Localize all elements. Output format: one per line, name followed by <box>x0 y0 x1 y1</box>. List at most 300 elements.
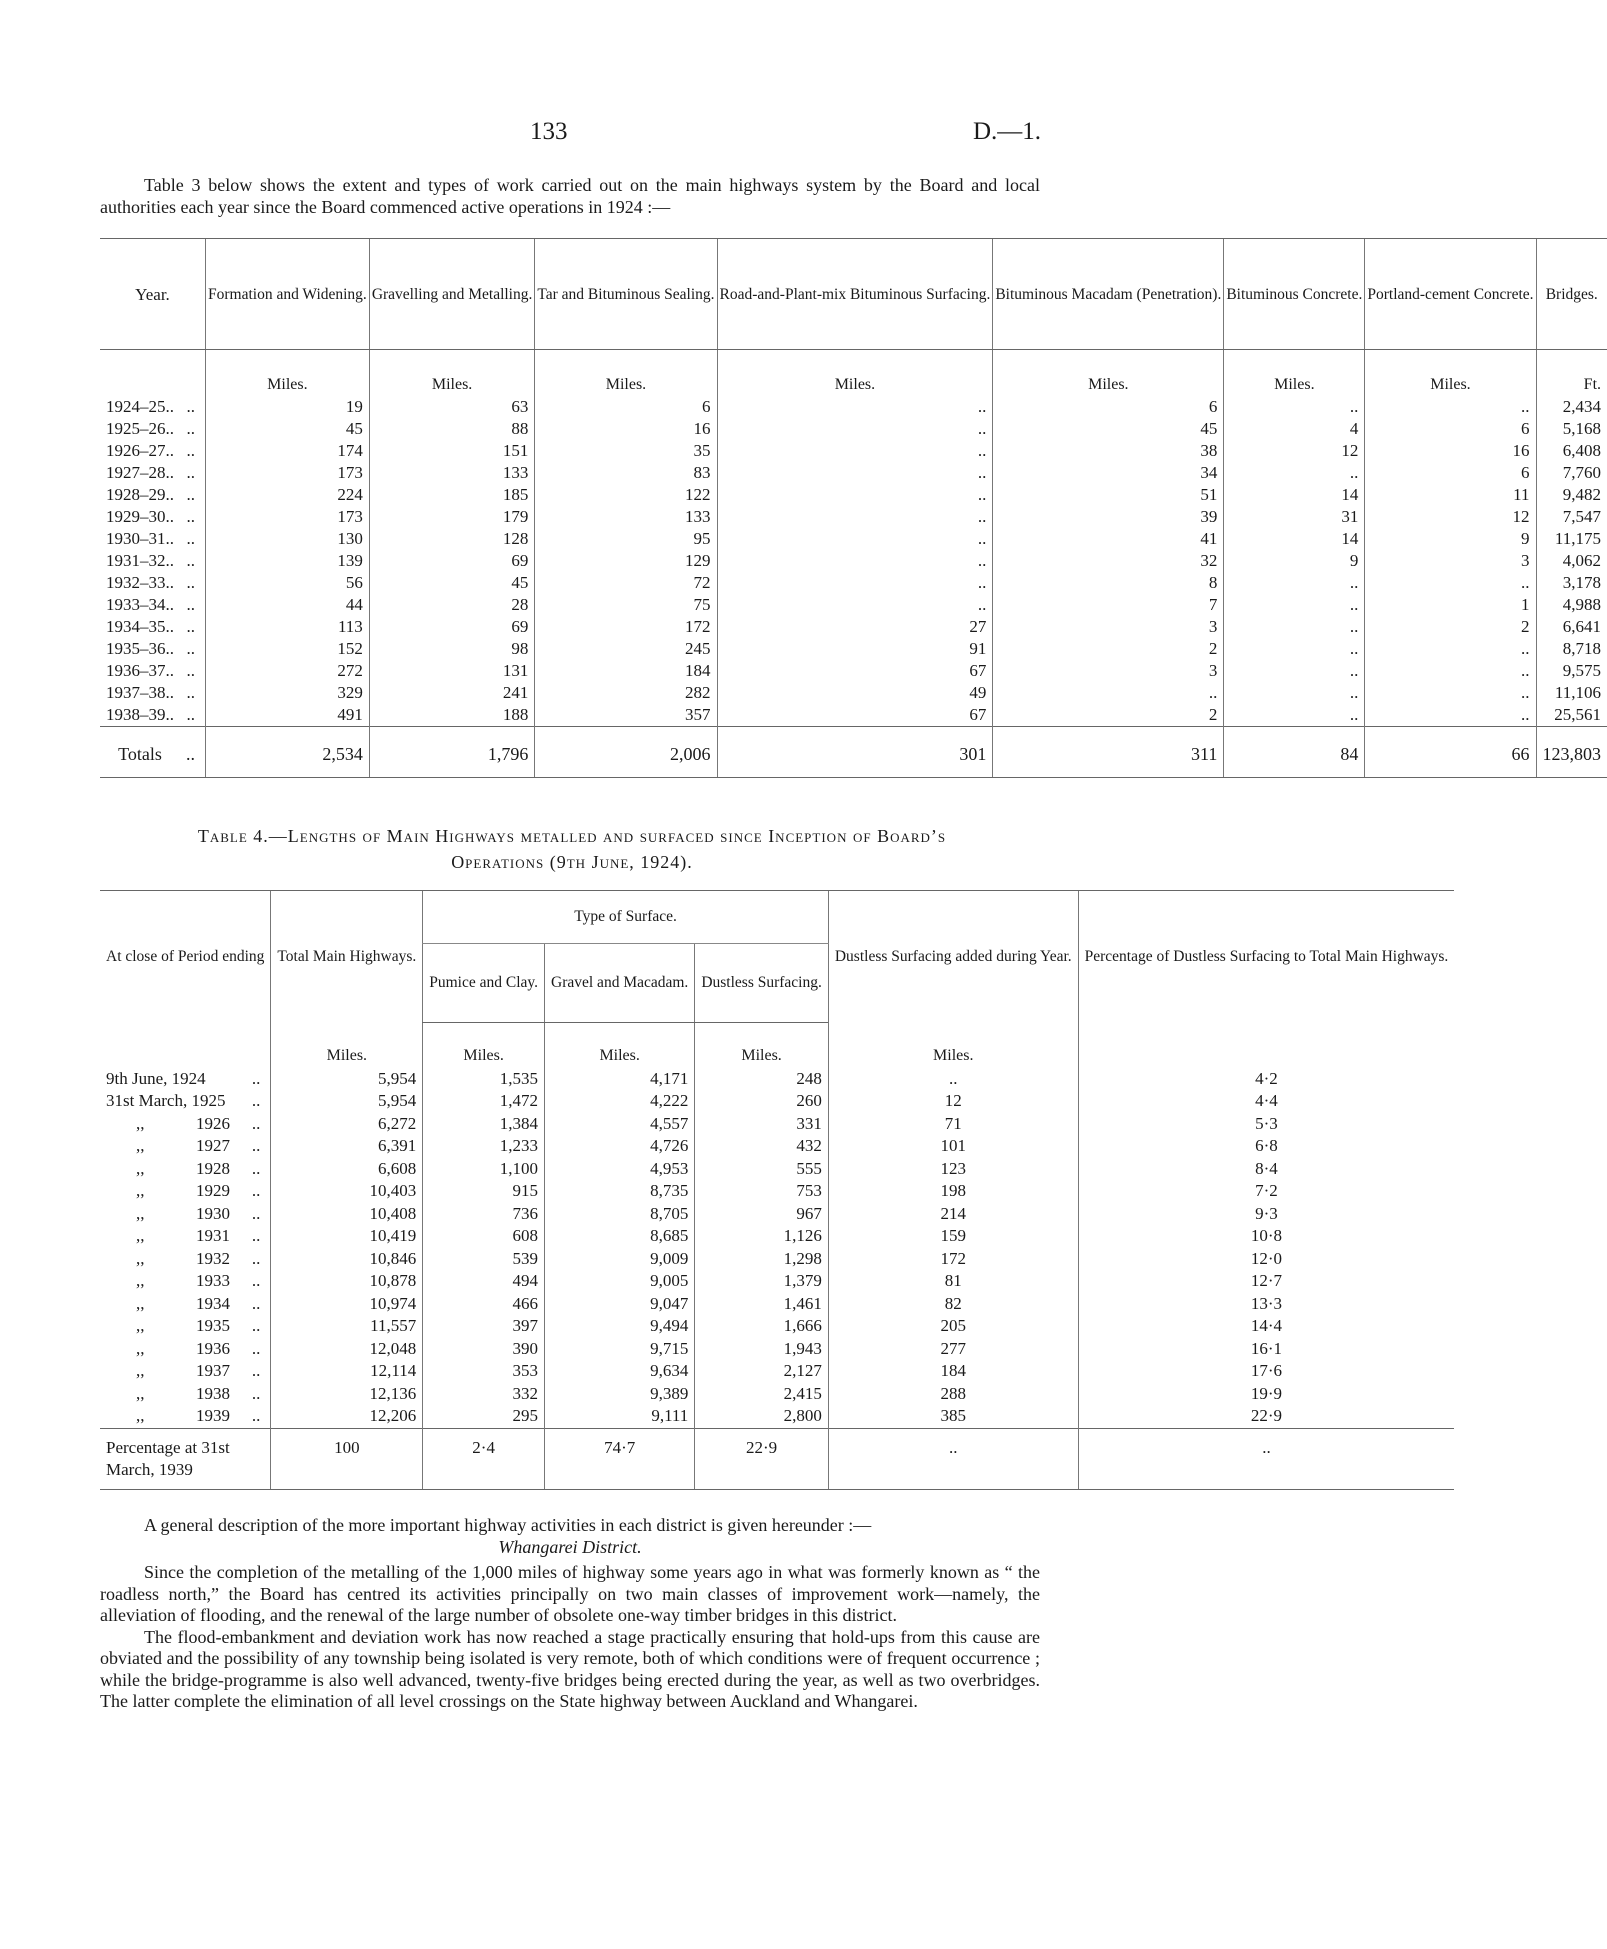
leader-dots: .. <box>251 1226 261 1245</box>
value-cell: 8,735 <box>545 1180 695 1203</box>
table-row <box>100 660 1607 682</box>
value-cell: 4,953 <box>545 1158 695 1181</box>
value-cell: 6,272 <box>271 1113 423 1136</box>
value-cell: 129 <box>535 550 717 572</box>
table-row <box>100 1383 1454 1406</box>
value-cell: .. <box>717 550 993 572</box>
table-row <box>100 528 1607 550</box>
lead-paragraph: A general description of the more important highway activities in each district is given hereunder :— <box>144 1515 872 1535</box>
table-row <box>100 1225 1454 1248</box>
ditto-mark: ,, <box>136 1113 145 1133</box>
value-cell: 19 <box>206 396 370 418</box>
value-cell: 272 <box>206 660 370 682</box>
value-cell: 133 <box>369 462 535 484</box>
table-row <box>100 418 1607 440</box>
value-cell: 39 <box>993 506 1224 528</box>
period-year: 1937 <box>196 1361 230 1380</box>
leader-dots: .. <box>186 551 195 570</box>
value-cell: 5·3 <box>1078 1113 1454 1136</box>
table-4-title-line-1: Table 4.—Lengths of Main Highways metalled and surfaced since Inception of Board’s <box>197 826 947 846</box>
ditto-mark: ,, <box>136 1181 145 1200</box>
totals-row <box>100 1428 1454 1489</box>
leader-dots: .. <box>186 617 195 636</box>
value-cell: 72 <box>535 572 717 594</box>
year-cell: 1925–26.. <box>106 419 174 438</box>
value-cell: .. <box>1224 462 1365 484</box>
unit-label: Miles. <box>206 350 370 397</box>
value-cell: 34 <box>993 462 1224 484</box>
col-header-type-of-surface: Type of Surface. <box>423 891 829 944</box>
value-cell: 7·2 <box>1078 1180 1454 1203</box>
total-cell: 2·4 <box>423 1428 545 1489</box>
unit-label: Ft. <box>1536 350 1607 397</box>
value-cell: 82 <box>828 1293 1078 1316</box>
year-cell: 1933–34.. <box>106 595 174 614</box>
table-row <box>100 594 1607 616</box>
year-cell: 1938–39.. <box>106 705 174 724</box>
period-cell <box>100 1158 245 1181</box>
ditto-mark: ,, <box>136 1248 145 1268</box>
total-cell: 2,534 <box>206 727 370 778</box>
value-cell: 63 <box>369 396 535 418</box>
unit-label: Miles. <box>1224 350 1365 397</box>
value-cell: 6,641 <box>1536 616 1607 638</box>
value-cell: 466 <box>423 1293 545 1316</box>
period-year: 1928 <box>196 1158 230 1178</box>
unit-label: Miles. <box>423 1023 545 1068</box>
period-year: 1930 <box>196 1203 230 1223</box>
value-cell: 16 <box>1365 440 1536 462</box>
value-cell: .. <box>1365 572 1536 594</box>
value-cell: 915 <box>423 1180 545 1203</box>
period-cell <box>100 1225 245 1248</box>
period-year: 1927 <box>196 1136 230 1155</box>
unit-label: Miles. <box>545 1023 695 1068</box>
value-cell: 173 <box>206 506 370 528</box>
value-cell: 2 <box>1365 616 1536 638</box>
value-cell: .. <box>828 1068 1078 1091</box>
col-header-dustless: Dustless Surfacing. <box>695 944 829 1023</box>
value-cell: 12 <box>1224 440 1365 462</box>
value-cell: 12,136 <box>271 1383 423 1406</box>
ditto-mark: ,, <box>136 1203 145 1223</box>
table-row <box>100 704 1607 727</box>
table-row <box>100 550 1607 572</box>
table-row <box>100 1293 1454 1316</box>
value-cell: 12·7 <box>1078 1270 1454 1293</box>
value-cell: 88 <box>369 418 535 440</box>
table-4-title-line-2: Operations (9th June, 1924). <box>451 852 693 872</box>
table-row <box>100 1068 1454 1091</box>
value-cell: 95 <box>535 528 717 550</box>
value-cell: .. <box>1224 704 1365 727</box>
value-cell: 5,954 <box>271 1068 423 1091</box>
table-row <box>100 1090 1454 1113</box>
ditto-mark: ,, <box>136 1406 145 1425</box>
col-header-percentage: Percentage of Dustless Surfacing to Total Main Highways. <box>1078 891 1454 1023</box>
value-cell: 245 <box>535 638 717 660</box>
value-cell: 172 <box>828 1248 1078 1271</box>
value-cell: 159 <box>828 1225 1078 1248</box>
value-cell: 3 <box>993 616 1224 638</box>
value-cell: 4,726 <box>545 1135 695 1158</box>
leader-dots: .. <box>180 727 206 778</box>
leader-dots: .. <box>186 683 195 702</box>
leader-dots: .. <box>186 595 195 614</box>
value-cell: 2 <box>993 704 1224 727</box>
totals-label: Totals <box>100 727 180 778</box>
value-cell: 38 <box>993 440 1224 462</box>
period-year: 1929 <box>196 1181 230 1200</box>
value-cell: 385 <box>828 1405 1078 1428</box>
value-cell: 184 <box>535 660 717 682</box>
period-cell <box>100 1315 245 1338</box>
year-cell: 1937–38.. <box>106 683 174 702</box>
value-cell: .. <box>1224 572 1365 594</box>
district-heading: Whangarei District. <box>498 1536 642 1557</box>
leader-dots: .. <box>186 507 195 526</box>
leader-dots: .. <box>186 639 195 658</box>
year-cell: 1929–30.. <box>106 507 174 526</box>
value-cell: 130 <box>206 528 370 550</box>
value-cell: 1,461 <box>695 1293 829 1316</box>
value-cell: 81 <box>828 1270 1078 1293</box>
unit-label: Miles. <box>535 350 717 397</box>
table-row <box>100 396 1607 418</box>
table-4-units-row <box>100 1023 1454 1068</box>
period-cell: 9th June, 1924 <box>106 1068 206 1088</box>
leader-dots: .. <box>186 705 195 724</box>
period-year: 1936 <box>196 1338 230 1358</box>
value-cell: 101 <box>828 1135 1078 1158</box>
unit-label: Miles. <box>828 1023 1078 1068</box>
period-year: 1931 <box>196 1226 230 1245</box>
leader-dots: .. <box>186 573 195 592</box>
value-cell: 10,408 <box>271 1203 423 1226</box>
value-cell: 1,379 <box>695 1270 829 1293</box>
value-cell: 8,718 <box>1536 638 1607 660</box>
value-cell: 224 <box>206 484 370 506</box>
value-cell: 8,685 <box>545 1225 695 1248</box>
value-cell: 8,705 <box>545 1203 695 1226</box>
period-cell <box>100 1113 245 1136</box>
value-cell: 12 <box>1365 506 1536 528</box>
value-cell: 1,666 <box>695 1315 829 1338</box>
value-cell: 10,403 <box>271 1180 423 1203</box>
ditto-mark: ,, <box>136 1316 145 1335</box>
leader-dots: .. <box>251 1158 261 1178</box>
value-cell: 241 <box>369 682 535 704</box>
value-cell: 6 <box>1365 462 1536 484</box>
value-cell: 6,608 <box>271 1158 423 1181</box>
value-cell: 184 <box>828 1360 1078 1383</box>
value-cell: 174 <box>206 440 370 462</box>
leader-dots: .. <box>186 661 195 680</box>
period-cell <box>100 1360 245 1383</box>
year-cell: 1924–25.. <box>106 397 174 416</box>
year-cell: 1935–36.. <box>106 639 174 658</box>
value-cell: 2,800 <box>695 1405 829 1428</box>
year-cell: 1934–35.. <box>106 617 174 636</box>
leader-dots: .. <box>186 397 195 416</box>
table-row <box>100 506 1607 528</box>
value-cell: 9,482 <box>1536 484 1607 506</box>
value-cell: 41 <box>993 528 1224 550</box>
value-cell: 1,233 <box>423 1135 545 1158</box>
value-cell: 75 <box>535 594 717 616</box>
period-cell <box>100 1135 245 1158</box>
value-cell: 122 <box>535 484 717 506</box>
paragraph-2: The flood-embankment and deviation work has now reached a stage practically ensuring that hold-ups from this cause are obviated and the possibility of any township being isolated is very remote, both of which conditions were of frequent occurrence ; while the bridge-programme is also well advanced, twenty-five bridges being erected during the year, as well as two overbridges. The latter complete the elimination of all level crossings on the State highway between Auckland and Whangarei. <box>100 1626 1040 1711</box>
value-cell: 16·1 <box>1078 1338 1454 1361</box>
value-cell: 4,557 <box>545 1113 695 1136</box>
value-cell: 6·8 <box>1078 1135 1454 1158</box>
year-cell: 1930–31.. <box>106 529 174 548</box>
intro-paragraph <box>100 174 1040 218</box>
leader-dots: .. <box>251 1293 261 1313</box>
value-cell: 9 <box>1365 528 1536 550</box>
table-3 <box>100 238 1607 778</box>
value-cell: 51 <box>993 484 1224 506</box>
totals-label: Percentage at 31st March, 1939 <box>100 1428 271 1489</box>
value-cell: 12·0 <box>1078 1248 1454 1271</box>
period-year: 1934 <box>196 1293 230 1313</box>
value-cell: 4,988 <box>1536 594 1607 616</box>
value-cell: 45 <box>993 418 1224 440</box>
leader-dots: .. <box>251 1068 261 1088</box>
value-cell: 56 <box>206 572 370 594</box>
value-cell: 9,005 <box>545 1270 695 1293</box>
leader-dots: .. <box>251 1361 261 1380</box>
leader-dots: .. <box>251 1383 261 1403</box>
value-cell: 2,127 <box>695 1360 829 1383</box>
table-row <box>100 1315 1454 1338</box>
value-cell: .. <box>717 572 993 594</box>
unit-label: Miles. <box>369 350 535 397</box>
value-cell: 4·4 <box>1078 1090 1454 1113</box>
col-header-bituminous-macadam: Bituminous Macadam (Penetration). <box>993 239 1224 350</box>
value-cell: 9,494 <box>545 1315 695 1338</box>
total-cell: 74·7 <box>545 1428 695 1489</box>
value-cell: 555 <box>695 1158 829 1181</box>
value-cell: .. <box>1365 396 1536 418</box>
value-cell: 357 <box>535 704 717 727</box>
value-cell: 1,472 <box>423 1090 545 1113</box>
value-cell: 432 <box>695 1135 829 1158</box>
year-cell: 1927–28.. <box>106 463 174 482</box>
total-cell: .. <box>828 1428 1078 1489</box>
value-cell: 205 <box>828 1315 1078 1338</box>
period-cell: 31st March, 1925 <box>106 1091 226 1110</box>
value-cell: 11,175 <box>1536 528 1607 550</box>
value-cell: 22·9 <box>1078 1405 1454 1428</box>
period-cell <box>100 1383 245 1406</box>
value-cell: 172 <box>535 616 717 638</box>
value-cell: .. <box>1365 704 1536 727</box>
value-cell: 288 <box>828 1383 1078 1406</box>
value-cell: 260 <box>695 1090 829 1113</box>
value-cell: 67 <box>717 704 993 727</box>
value-cell: 198 <box>828 1180 1078 1203</box>
value-cell: 9,634 <box>545 1360 695 1383</box>
value-cell: 9,047 <box>545 1293 695 1316</box>
page-header <box>0 118 1114 148</box>
value-cell: 494 <box>423 1270 545 1293</box>
value-cell: 9,009 <box>545 1248 695 1271</box>
col-header-period: At close of Period ending <box>100 891 271 1023</box>
value-cell: 1,943 <box>695 1338 829 1361</box>
value-cell: 11 <box>1365 484 1536 506</box>
total-cell: 2,006 <box>535 727 717 778</box>
year-cell: 1932–33.. <box>106 573 174 592</box>
page-reference: D.—1. <box>972 118 1041 145</box>
value-cell: 967 <box>695 1203 829 1226</box>
value-cell: .. <box>1365 682 1536 704</box>
value-cell: 12 <box>828 1090 1078 1113</box>
value-cell: .. <box>1365 660 1536 682</box>
value-cell: 3 <box>1365 550 1536 572</box>
value-cell: 248 <box>695 1068 829 1091</box>
table-row <box>100 638 1607 660</box>
table-row <box>100 1248 1454 1271</box>
value-cell: 98 <box>369 638 535 660</box>
value-cell: 9,389 <box>545 1383 695 1406</box>
value-cell: 9,575 <box>1536 660 1607 682</box>
leader-dots: .. <box>251 1271 261 1290</box>
value-cell: 329 <box>206 682 370 704</box>
leader-dots: .. <box>251 1338 261 1358</box>
col-header-tar-sealing: Tar and Bituminous Sealing. <box>535 239 717 350</box>
value-cell: .. <box>717 594 993 616</box>
value-cell: 83 <box>535 462 717 484</box>
period-year: 1926 <box>196 1113 230 1133</box>
ditto-mark: ,, <box>136 1338 145 1358</box>
value-cell: 10·8 <box>1078 1225 1454 1248</box>
col-header-total-main: Total Main Highways. <box>271 891 423 1023</box>
value-cell: 14·4 <box>1078 1315 1454 1338</box>
leader-dots: .. <box>251 1091 261 1110</box>
totals-row <box>100 727 1607 778</box>
value-cell: .. <box>717 440 993 462</box>
value-cell: 17·6 <box>1078 1360 1454 1383</box>
value-cell: 9,715 <box>545 1338 695 1361</box>
value-cell: 28 <box>369 594 535 616</box>
leader-dots: .. <box>186 485 195 504</box>
table-row <box>100 1135 1454 1158</box>
total-cell: .. <box>1078 1428 1454 1489</box>
period-cell <box>100 1270 245 1293</box>
value-cell: 3 <box>993 660 1224 682</box>
table-row <box>100 484 1607 506</box>
value-cell: 10,419 <box>271 1225 423 1248</box>
period-year: 1935 <box>196 1316 230 1335</box>
leader-dots: .. <box>251 1316 261 1335</box>
value-cell: 4,062 <box>1536 550 1607 572</box>
period-cell <box>100 1405 245 1428</box>
value-cell: 91 <box>717 638 993 660</box>
value-cell: 6,408 <box>1536 440 1607 462</box>
year-cell: 1936–37.. <box>106 661 174 680</box>
ditto-mark: ,, <box>136 1361 145 1380</box>
value-cell: 179 <box>369 506 535 528</box>
value-cell: 16 <box>535 418 717 440</box>
year-cell: 1931–32.. <box>106 551 174 570</box>
value-cell: .. <box>1224 638 1365 660</box>
value-cell: 6 <box>993 396 1224 418</box>
value-cell: 2 <box>993 638 1224 660</box>
leader-dots: .. <box>251 1203 261 1223</box>
paragraph-1: Since the completion of the metalling of the 1,000 miles of highway some years ago in what was formerly known as “ the roadless north,” the Board has centred its activities principally on two main classes of improvement work—namely, the alleviation of flooding, and the renewal of the large number of obsolete one-way timber bridges in this district. <box>100 1562 1040 1625</box>
value-cell: 152 <box>206 638 370 660</box>
col-header-pumice: Pumice and Clay. <box>423 944 545 1023</box>
table-4-header-row-1 <box>100 891 1454 944</box>
ditto-mark: ,, <box>136 1226 145 1245</box>
table-row <box>100 1405 1454 1428</box>
total-cell: 123,803 <box>1536 727 1607 778</box>
col-header-gravel: Gravel and Macadam. <box>545 944 695 1023</box>
unit-label: Miles. <box>993 350 1224 397</box>
value-cell: 185 <box>369 484 535 506</box>
value-cell: 14 <box>1224 484 1365 506</box>
value-cell: 7,547 <box>1536 506 1607 528</box>
value-cell: 45 <box>206 418 370 440</box>
leader-dots: .. <box>186 419 195 438</box>
value-cell: 8 <box>993 572 1224 594</box>
value-cell: 123 <box>828 1158 1078 1181</box>
value-cell: .. <box>1224 396 1365 418</box>
value-cell: 9,111 <box>545 1405 695 1428</box>
table-row <box>100 1338 1454 1361</box>
value-cell: 10,974 <box>271 1293 423 1316</box>
value-cell: 390 <box>423 1338 545 1361</box>
value-cell: .. <box>717 506 993 528</box>
value-cell: 9 <box>1224 550 1365 572</box>
ditto-mark: ,, <box>136 1383 145 1403</box>
col-header-road-plant-mix: Road-and-Plant-mix Bituminous Surfacing. <box>717 239 993 350</box>
value-cell: 753 <box>695 1180 829 1203</box>
period-cell <box>100 1203 245 1226</box>
period-cell <box>100 1248 245 1271</box>
period-cell <box>100 1338 245 1361</box>
value-cell: 8·4 <box>1078 1158 1454 1181</box>
value-cell: 6 <box>1365 418 1536 440</box>
col-header-dustless-added: Dustless Surfacing added during Year. <box>828 891 1078 1023</box>
value-cell: 4,222 <box>545 1090 695 1113</box>
value-cell: 131 <box>369 660 535 682</box>
value-cell: 13·3 <box>1078 1293 1454 1316</box>
value-cell: 19·9 <box>1078 1383 1454 1406</box>
value-cell: 6 <box>535 396 717 418</box>
value-cell: 11,106 <box>1536 682 1607 704</box>
period-year: 1933 <box>196 1271 230 1290</box>
period-year: 1938 <box>196 1383 230 1403</box>
table-row <box>100 1158 1454 1181</box>
body-text <box>100 1515 1040 1713</box>
value-cell: 214 <box>828 1203 1078 1226</box>
value-cell: 12,206 <box>271 1405 423 1428</box>
value-cell: .. <box>1224 594 1365 616</box>
value-cell: 736 <box>423 1203 545 1226</box>
value-cell: .. <box>1365 638 1536 660</box>
value-cell: 539 <box>423 1248 545 1271</box>
table-row <box>100 1360 1454 1383</box>
period-year: 1932 <box>196 1248 230 1268</box>
table-row <box>100 616 1607 638</box>
value-cell: 11,557 <box>271 1315 423 1338</box>
period-cell <box>100 1180 245 1203</box>
value-cell: .. <box>1224 616 1365 638</box>
period-cell <box>100 1293 245 1316</box>
